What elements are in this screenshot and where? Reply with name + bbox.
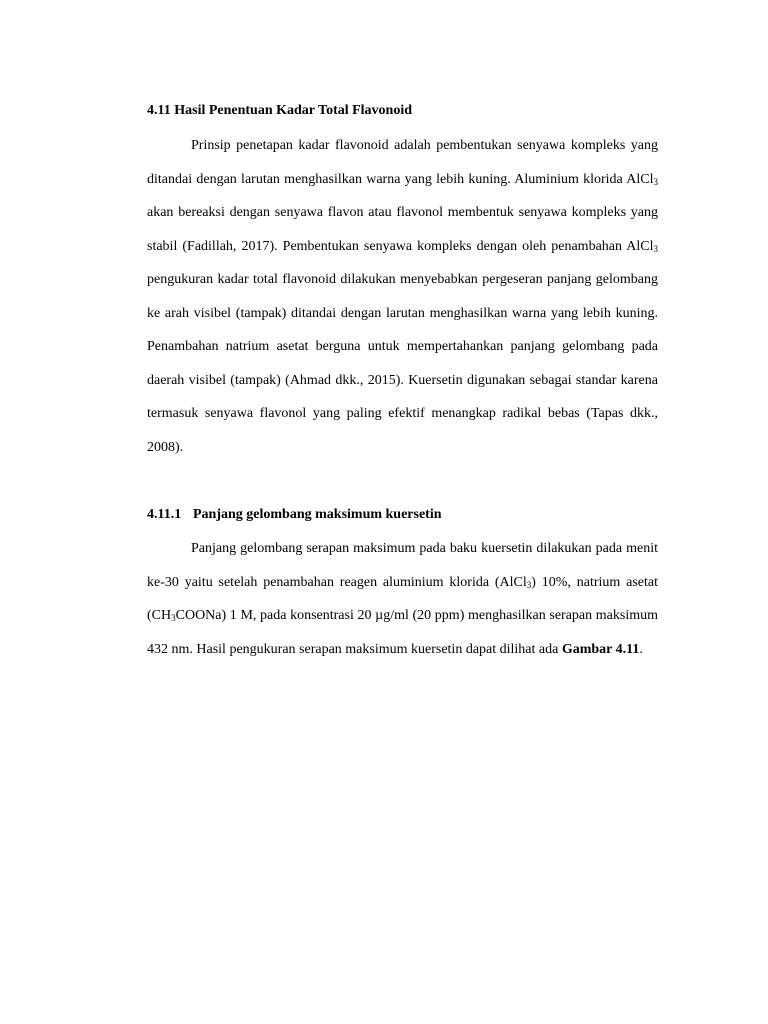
- subsection-number: 4.11.1: [147, 507, 182, 522]
- subsection-paragraph: [147, 532, 658, 666]
- section-heading: 4.11 Hasil Penentuan Kadar Total Flavonoid: [147, 103, 413, 118]
- figure-reference: Gambar 4.11: [561, 641, 640, 657]
- subscript: 3: [653, 176, 658, 187]
- subscript: 3: [171, 613, 176, 623]
- text-segment: Prinsip penetapan kadar flavonoid adalah pembentukan senyawa kompleks yang ditandai dengan larutan menghasilkan warna yang lebih kuning. Aluminium klorida AlCl: [147, 138, 658, 187]
- text-segment: pengukuran kadar total flavonoid dilakukan menyebabkan pergeseran panjang gelombang ke arah visibel (tampak) ditandai dengan larutan menghasilkan warna yang lebih kuning. Penambahan natrium asetat berguna untuk mempertahankan panjang gelombang pada daerah visibel (tampak) (Ahmad dkk., 2015). Kuersetin digunakan sebagai standar karena termasuk senyawa flavonol yang paling efektif menangkap radikal bebas (Tapas dkk., 2008).: [147, 272, 658, 455]
- text-segment: COONa) 1 M, pada konsentrasi 20 µg/ml (20 ppm) menghasilkan serapan maksimum 432 nm. Hasil pengukuran serapan maksimum kuersetin dapat dilihat ada: [147, 608, 658, 657]
- text-segment: Panjang gelombang serapan maksimum pada baku kuersetin dilakukan pada menit ke-30 yaitu setelah penambahan reagen aluminium klorida (AlCl: [147, 541, 658, 590]
- subscript: 3: [526, 579, 532, 590]
- subsection-title: Panjang gelombang maksimum kuersetin: [193, 507, 442, 522]
- text-segment: .: [639, 641, 643, 657]
- text-segment: akan bereaksi dengan senyawa flavon atau flavonol membentuk senyawa kompleks yang stabil (Fadillah, 2017). Pembentukan senyawa kompleks dengan oleh penambahan AlCl: [147, 205, 658, 254]
- subsection-heading: [147, 505, 658, 525]
- subscript: 3: [653, 243, 658, 254]
- section-paragraph: [147, 129, 658, 464]
- text-segment: ) 10%, natrium asetat (CH: [147, 574, 658, 623]
